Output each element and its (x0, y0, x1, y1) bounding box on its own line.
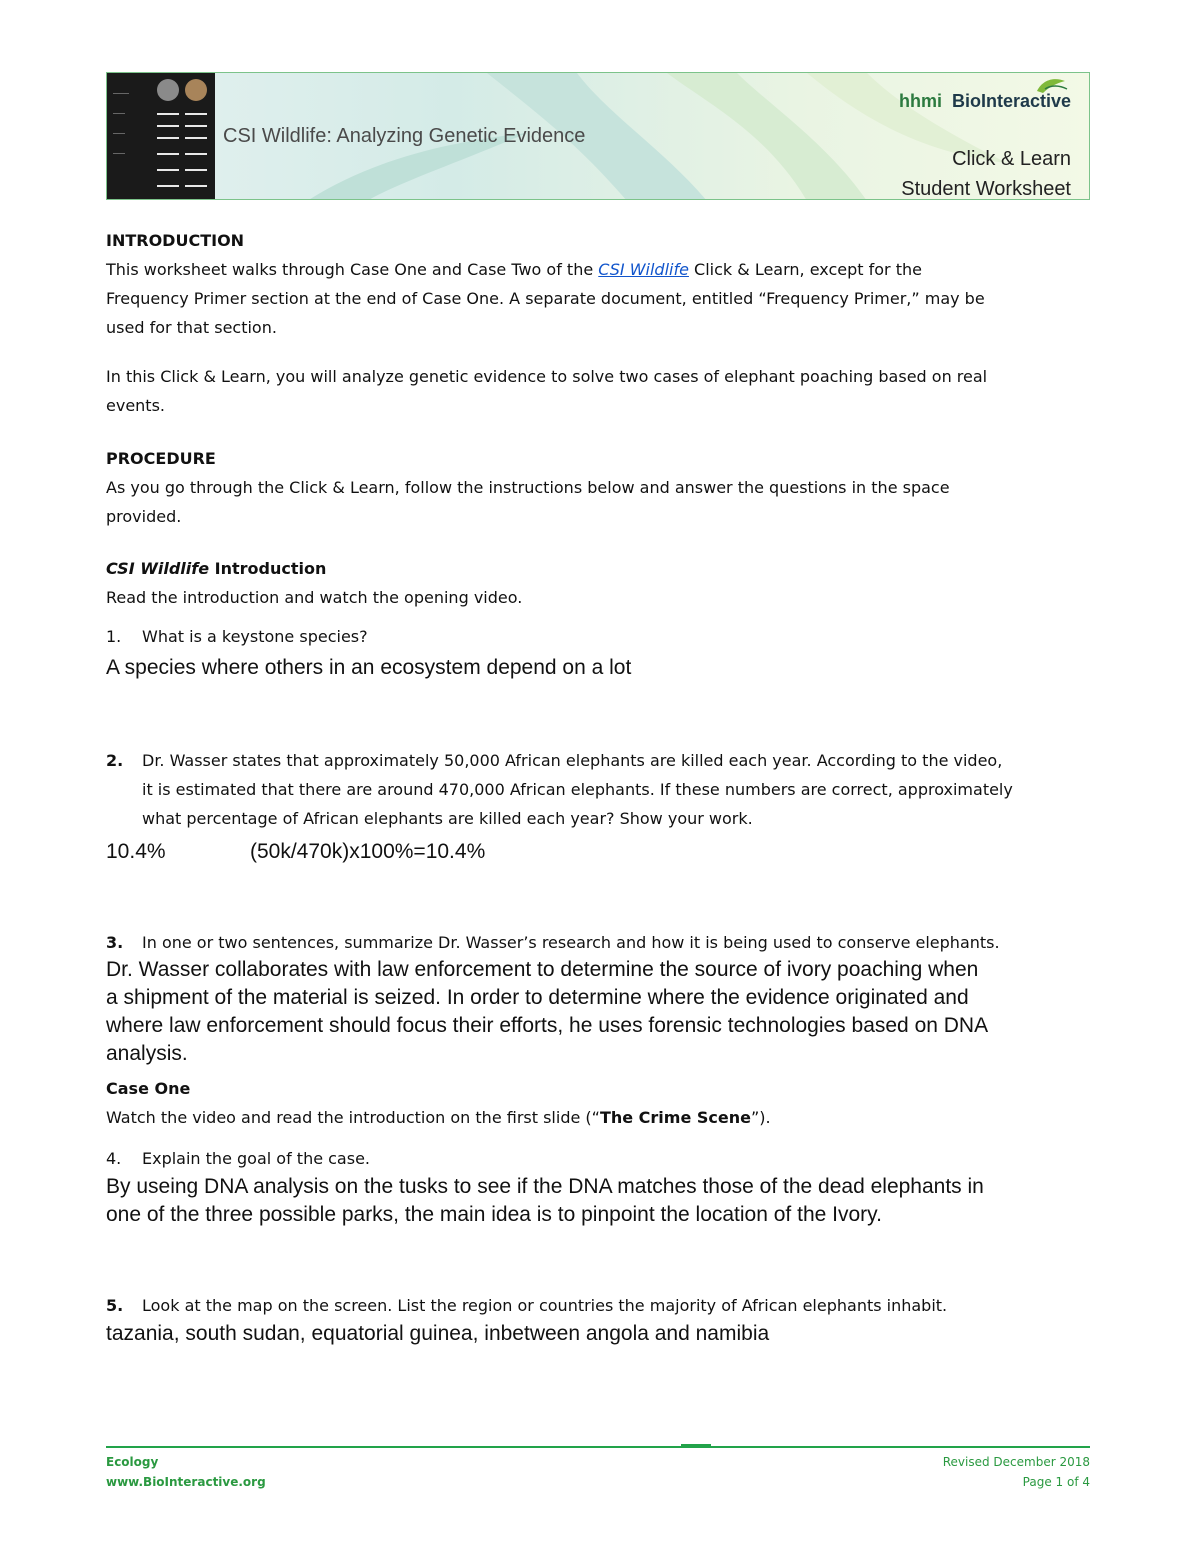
question-2-line: it is estimated that there are around 470,000 African elephants. If these numbers are correct, approximately (142, 780, 1013, 799)
answer-4-line[interactable]: one of the three possible parks, the main idea is to pinpoint the location of the Ivory. (106, 1203, 882, 1226)
thumbnail-image-circle (157, 79, 179, 101)
footer-revised-date: Revised December 2018 (942, 1455, 1090, 1469)
question-text: Look at the map on the screen. List the region or countries the majority of African elephants inhabit. (142, 1296, 948, 1315)
question-text: In one or two sentences, summarize Dr. Wasser’s research and how it is being used to conserve elephants. (142, 933, 1000, 952)
instruction-text: Watch the video and read the introduction on the first slide (“ (106, 1108, 600, 1127)
intro-text: Click & Learn, except for the (688, 260, 922, 279)
answer-3-line[interactable]: Dr. Wasser collaborates with law enforcement to determine the source of ivory poaching when (106, 958, 979, 981)
intro-paragraph-line: events. (106, 396, 165, 415)
question-number: 3. (106, 933, 124, 952)
question-2 (106, 746, 1002, 775)
worksheet-title: CSI Wildlife: Analyzing Genetic Evidence (223, 125, 586, 147)
procedure-heading: PROCEDURE (106, 449, 216, 468)
footer-left (106, 1452, 266, 1492)
intro-text: This worksheet walks through Case One and Case Two of the (106, 260, 599, 279)
question-number: 1. (106, 627, 122, 646)
csi-wildlife-link[interactable]: CSI Wildlife (598, 260, 689, 279)
hhmi-biointeractive-logo (899, 91, 1071, 112)
instruction-bold: The Crime Scene (599, 1108, 751, 1127)
footer-page-number: Page 1 of 4 (1022, 1475, 1090, 1489)
heading-rest: Introduction (209, 559, 327, 578)
question-number: 4. (106, 1149, 122, 1168)
thumbnail-image-circle (185, 79, 207, 101)
resource-type: Click & Learn (952, 148, 1071, 170)
document-type: Student Worksheet (901, 178, 1071, 200)
click-and-learn-thumbnail (107, 73, 215, 199)
answer-2-work[interactable]: (50k/470k)x100%=10.4% (250, 840, 486, 863)
intro-paragraph-line: used for that section. (106, 318, 277, 337)
brand-biointeractive: BioInteractive (951, 91, 1071, 111)
footer-divider (106, 1446, 1090, 1448)
procedure-line: As you go through the Click & Learn, follow the instructions below and answer the questions in the space (106, 478, 950, 497)
heading-italic: CSI Wildlife (106, 559, 210, 578)
intro-paragraph-line: In this Click & Learn, you will analyze genetic evidence to solve two cases of elephant poaching based on real (106, 367, 988, 386)
answer-3-line[interactable]: where law enforcement should focus their efforts, he uses forensic technologies based on DNA (106, 1014, 989, 1037)
intro-paragraph-line (106, 255, 922, 284)
instruction-text: ”). (750, 1108, 771, 1127)
answer-3-line[interactable]: a shipment of the material is seized. In order to determine where the evidence originated and (106, 986, 969, 1009)
header-banner (106, 72, 1090, 200)
question-4 (106, 1144, 370, 1173)
brand-hhmi: hhmi (898, 91, 942, 111)
question-text: Explain the goal of the case. (142, 1149, 370, 1168)
question-text: Dr. Wasser states that approximately 50,000 African elephants are killed each year. According to the video, (142, 751, 1003, 770)
answer-3-line[interactable]: analysis. (106, 1042, 188, 1065)
question-2-line: what percentage of African elephants are killed each year? Show your work. (142, 809, 753, 828)
section-heading-csi-wildlife-introduction (106, 554, 326, 583)
case-one-heading: Case One (106, 1079, 191, 1098)
footer-subject: Ecology (106, 1455, 159, 1469)
question-text: What is a keystone species? (142, 627, 368, 646)
question-number: 2. (106, 751, 124, 770)
question-number: 5. (106, 1296, 124, 1315)
case-one-instruction (106, 1103, 771, 1132)
section-instruction: Read the introduction and watch the opening video. (106, 588, 523, 607)
intro-paragraph-line: Frequency Primer section at the end of Case One. A separate document, entitled “Frequency Primer,” may be (106, 289, 985, 308)
footer-right (943, 1452, 1090, 1492)
answer-5[interactable]: tazania, south sudan, equatorial guinea, inbetween angola and namibia (106, 1322, 770, 1345)
footer-website-link[interactable]: www.BioInteractive.org (106, 1475, 266, 1489)
procedure-line: provided. (106, 507, 182, 526)
question-3 (106, 928, 1000, 957)
question-1 (106, 622, 368, 651)
question-5 (106, 1291, 947, 1320)
answer-2-result[interactable]: 10.4% (106, 840, 166, 863)
answer-4-line[interactable]: By useing DNA analysis on the tusks to see if the DNA matches those of the dead elephants in (106, 1175, 984, 1198)
answer-1[interactable]: A species where others in an ecosystem depend on a lot (106, 656, 632, 679)
introduction-heading: INTRODUCTION (106, 231, 245, 250)
